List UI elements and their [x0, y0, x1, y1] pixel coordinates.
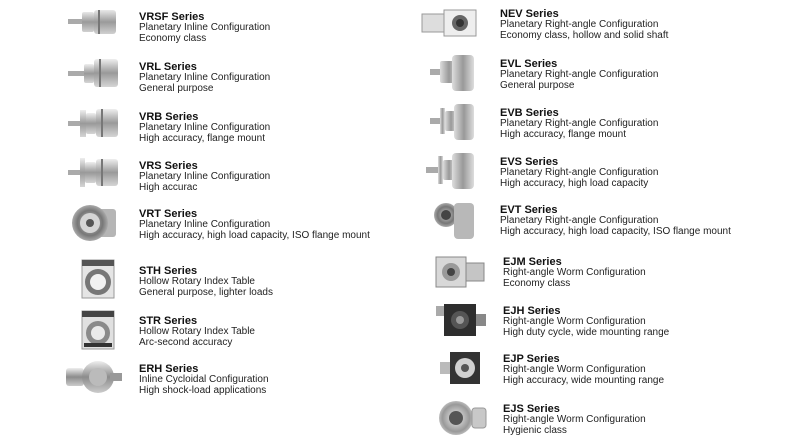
product-title: EJP Series [503, 353, 560, 365]
product-desc-line1: Planetary Inline Configuration [139, 219, 271, 230]
product-desc-line1: Planetary Right-angle Configuration [500, 215, 659, 226]
inline-gearbox-icon [66, 6, 122, 38]
right-angle-gearbox-icon [420, 6, 480, 40]
product-desc-line2: High shock-load applications [139, 384, 267, 396]
product-desc-line1: Inline Cycloidal Configuration [139, 374, 269, 385]
product-title: EJH Series [503, 305, 561, 317]
product-desc-line2: Hygienic class [503, 424, 567, 436]
product-title: EVL Series [500, 58, 558, 70]
worm-gearbox-icon [434, 300, 488, 340]
product-desc-line1: Planetary Inline Configuration [139, 122, 271, 133]
flange-gearbox-icon [70, 203, 120, 243]
product-title: VRL Series [139, 61, 197, 73]
product-title: EVS Series [500, 156, 559, 168]
worm-gearbox-icon [434, 398, 488, 438]
product-desc-line2: Economy class [139, 32, 207, 44]
product-title: EVT Series [500, 204, 558, 216]
product-desc-line2: General purpose [500, 79, 575, 91]
worm-gearbox-icon [432, 251, 488, 291]
product-title: EJS Series [503, 403, 560, 415]
product-desc-line1: Planetary Inline Configuration [139, 72, 271, 83]
product-desc-line2: High accurac [139, 181, 198, 193]
product-desc-line1: Right-angle Worm Configuration [503, 316, 646, 327]
product-title: VRB Series [139, 111, 199, 123]
product-desc-line2: General purpose [139, 82, 214, 94]
product-desc-line2: General purpose, lighter loads [139, 286, 273, 298]
product-title: VRS Series [139, 160, 198, 172]
product-title: VRSF Series [139, 11, 205, 23]
product-desc-line1: Hollow Rotary Index Table [139, 276, 255, 287]
product-desc-line2: High duty cycle, wide mounting range [503, 326, 670, 338]
product-desc-line1: Right-angle Worm Configuration [503, 364, 646, 375]
right-angle-gearbox-icon [424, 151, 478, 191]
product-desc-line2: High accuracy, flange mount [500, 128, 626, 140]
product-desc-line2: Arc-second accuracy [139, 336, 233, 348]
product-title: STH Series [139, 265, 198, 277]
product-desc-line2: High accuracy, high load capacity [500, 177, 649, 189]
inline-gearbox-icon [66, 106, 122, 140]
product-desc-line2: Economy class [503, 277, 571, 289]
product-desc-line1: Right-angle Worm Configuration [503, 414, 646, 425]
product-desc-line2: High accuracy, wide mounting range [503, 374, 665, 386]
product-desc-line1: Planetary Right-angle Configuration [500, 69, 659, 80]
product-desc-line1: Planetary Inline Configuration [139, 171, 271, 182]
worm-gearbox-icon [438, 348, 488, 388]
product-desc-line1: Planetary Inline Configuration [139, 22, 271, 33]
product-title: EVB Series [500, 107, 559, 119]
product-desc-line2: High accuracy, flange mount [139, 132, 265, 144]
right-angle-gearbox-icon [428, 53, 478, 93]
product-title: VRT Series [139, 208, 198, 220]
product-title: ERH Series [139, 363, 199, 375]
inline-gearbox-icon [66, 155, 122, 189]
right-angle-gearbox-icon [428, 102, 478, 142]
product-desc-line2: High accuracy, high load capacity, ISO flange mount [500, 225, 731, 237]
rotary-table-icon [78, 258, 118, 300]
product-desc-line2: Economy class, hollow and solid shaft [500, 29, 669, 41]
product-desc-line1: Planetary Right-angle Configuration [500, 19, 659, 30]
product-desc-line1: Hollow Rotary Index Table [139, 326, 255, 337]
product-desc-line1: Planetary Right-angle Configuration [500, 118, 659, 129]
product-title: NEV Series [500, 8, 559, 20]
cycloidal-icon [64, 360, 124, 394]
inline-gearbox-icon [66, 56, 122, 90]
rotary-table-icon [78, 309, 118, 351]
right-angle-gearbox-icon [432, 199, 478, 241]
product-title: EJM Series [503, 256, 562, 268]
product-desc-line2: High accuracy, high load capacity, ISO flange mount [139, 229, 370, 241]
product-desc-line1: Right-angle Worm Configuration [503, 267, 646, 278]
product-title: STR Series [139, 315, 198, 327]
product-desc-line1: Planetary Right-angle Configuration [500, 167, 659, 178]
